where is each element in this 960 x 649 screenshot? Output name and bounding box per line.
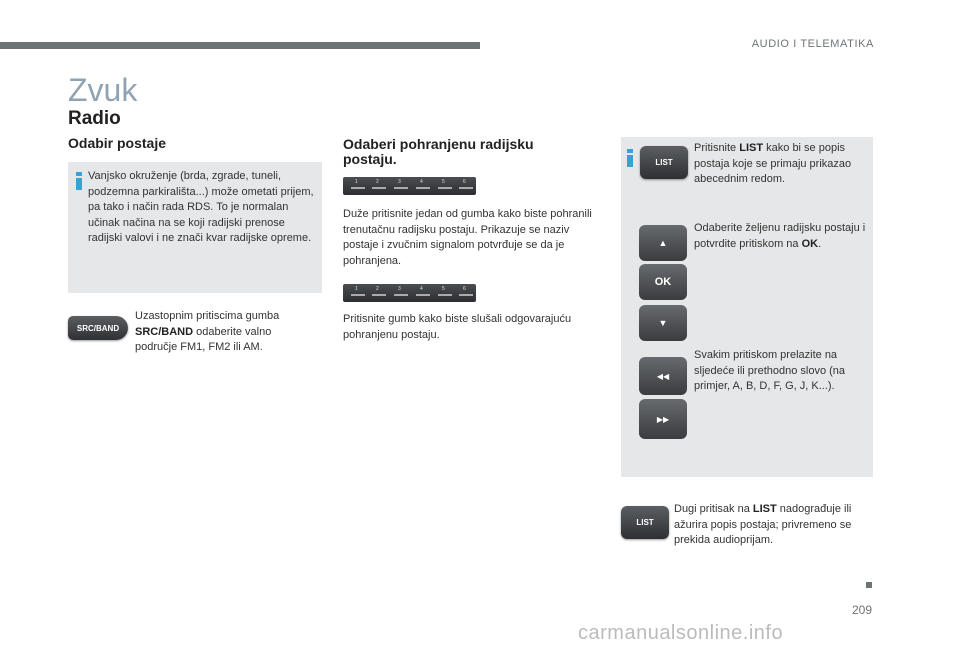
col2-heading: Odaberi pohranjenu radijsku postaju. [343, 136, 534, 167]
ok-text: Odaberite željenu radijsku postaju i potvrdite pritiskom na OK. [694, 222, 866, 250]
preset-buttons-2[interactable]: 1 2 3 4 5 6 [343, 284, 476, 302]
list-text: Pritisnite LIST kako bi se popis postaja koje se primaju prikazao abecednim redom. [694, 142, 852, 185]
fast-forward-button[interactable] [639, 399, 687, 439]
list-box [621, 137, 873, 477]
down-button[interactable] [639, 305, 687, 341]
ok-label: OK [654, 276, 672, 288]
watermark: carmanualsonline.info [578, 622, 784, 644]
up-button[interactable] [639, 225, 687, 261]
section-header: AUDIO I TELEMATIKA [751, 38, 874, 50]
rewind-button[interactable] [639, 357, 687, 395]
fast-forward-icon: ▶▶ [656, 414, 670, 424]
ok-button[interactable] [639, 264, 687, 300]
info-box [68, 162, 322, 293]
top-rule [0, 42, 480, 49]
rewind-icon: ◀◀ [656, 371, 670, 381]
list-long-press-text: Dugi pritisak na LIST nadograđuje ili ažurira popis postaja; privremeno se prekida audioprijam. [674, 503, 852, 546]
list-button-label: LIST [655, 158, 673, 167]
down-arrow-icon: ▼ [658, 318, 668, 328]
src-band-label: SRC/BAND [76, 323, 120, 333]
info-icon [76, 172, 82, 190]
list-button[interactable] [640, 146, 688, 179]
letter-skip-text: Svakim pritiskom prelazite na sljedeće ili prethodno slovo (na primjer, A, B, D, F, G, J, K...). [694, 349, 846, 392]
preset-buttons-1[interactable]: 1 2 3 4 5 6 [343, 177, 476, 195]
src-band-button[interactable] [68, 316, 128, 340]
page-number: 209 [851, 603, 872, 617]
col1-heading: Odabir postaje [68, 135, 167, 151]
preset-recall-text: Pritisnite gumb kako biste slušali odgovarajuću pohranjenu postaju. [343, 313, 572, 341]
preset-store-text: Duže pritisnite jedan od gumba kako biste pohranili trenutačnu radijsku postaju. Prikazuje se naziv postaje i zvučnim signalom potvrđuje se da je pohranjena. [343, 208, 592, 267]
up-arrow-icon: ▲ [658, 238, 668, 248]
info-icon [627, 149, 633, 167]
list-button-2-label: LIST [636, 518, 654, 527]
page-marker [866, 582, 872, 588]
info-text: Vanjsko okruženje (brda, zgrade, tuneli, podzemna parkirališta...) može ometati prijem, pa tako i način rada RDS. To je normalan učinak načina na se koji radijski prenose radijski valovi i ne znači kvar radijske opreme. [88, 170, 314, 244]
list-button-2[interactable] [621, 506, 669, 539]
page-subtitle: Radio [68, 108, 121, 129]
page-title: Zvuk [68, 72, 138, 108]
src-band-instruction: Uzastopnim pritiscima gumba SRC/BAND odaberite valno područje FM1, FM2 ili AM. [135, 310, 280, 353]
